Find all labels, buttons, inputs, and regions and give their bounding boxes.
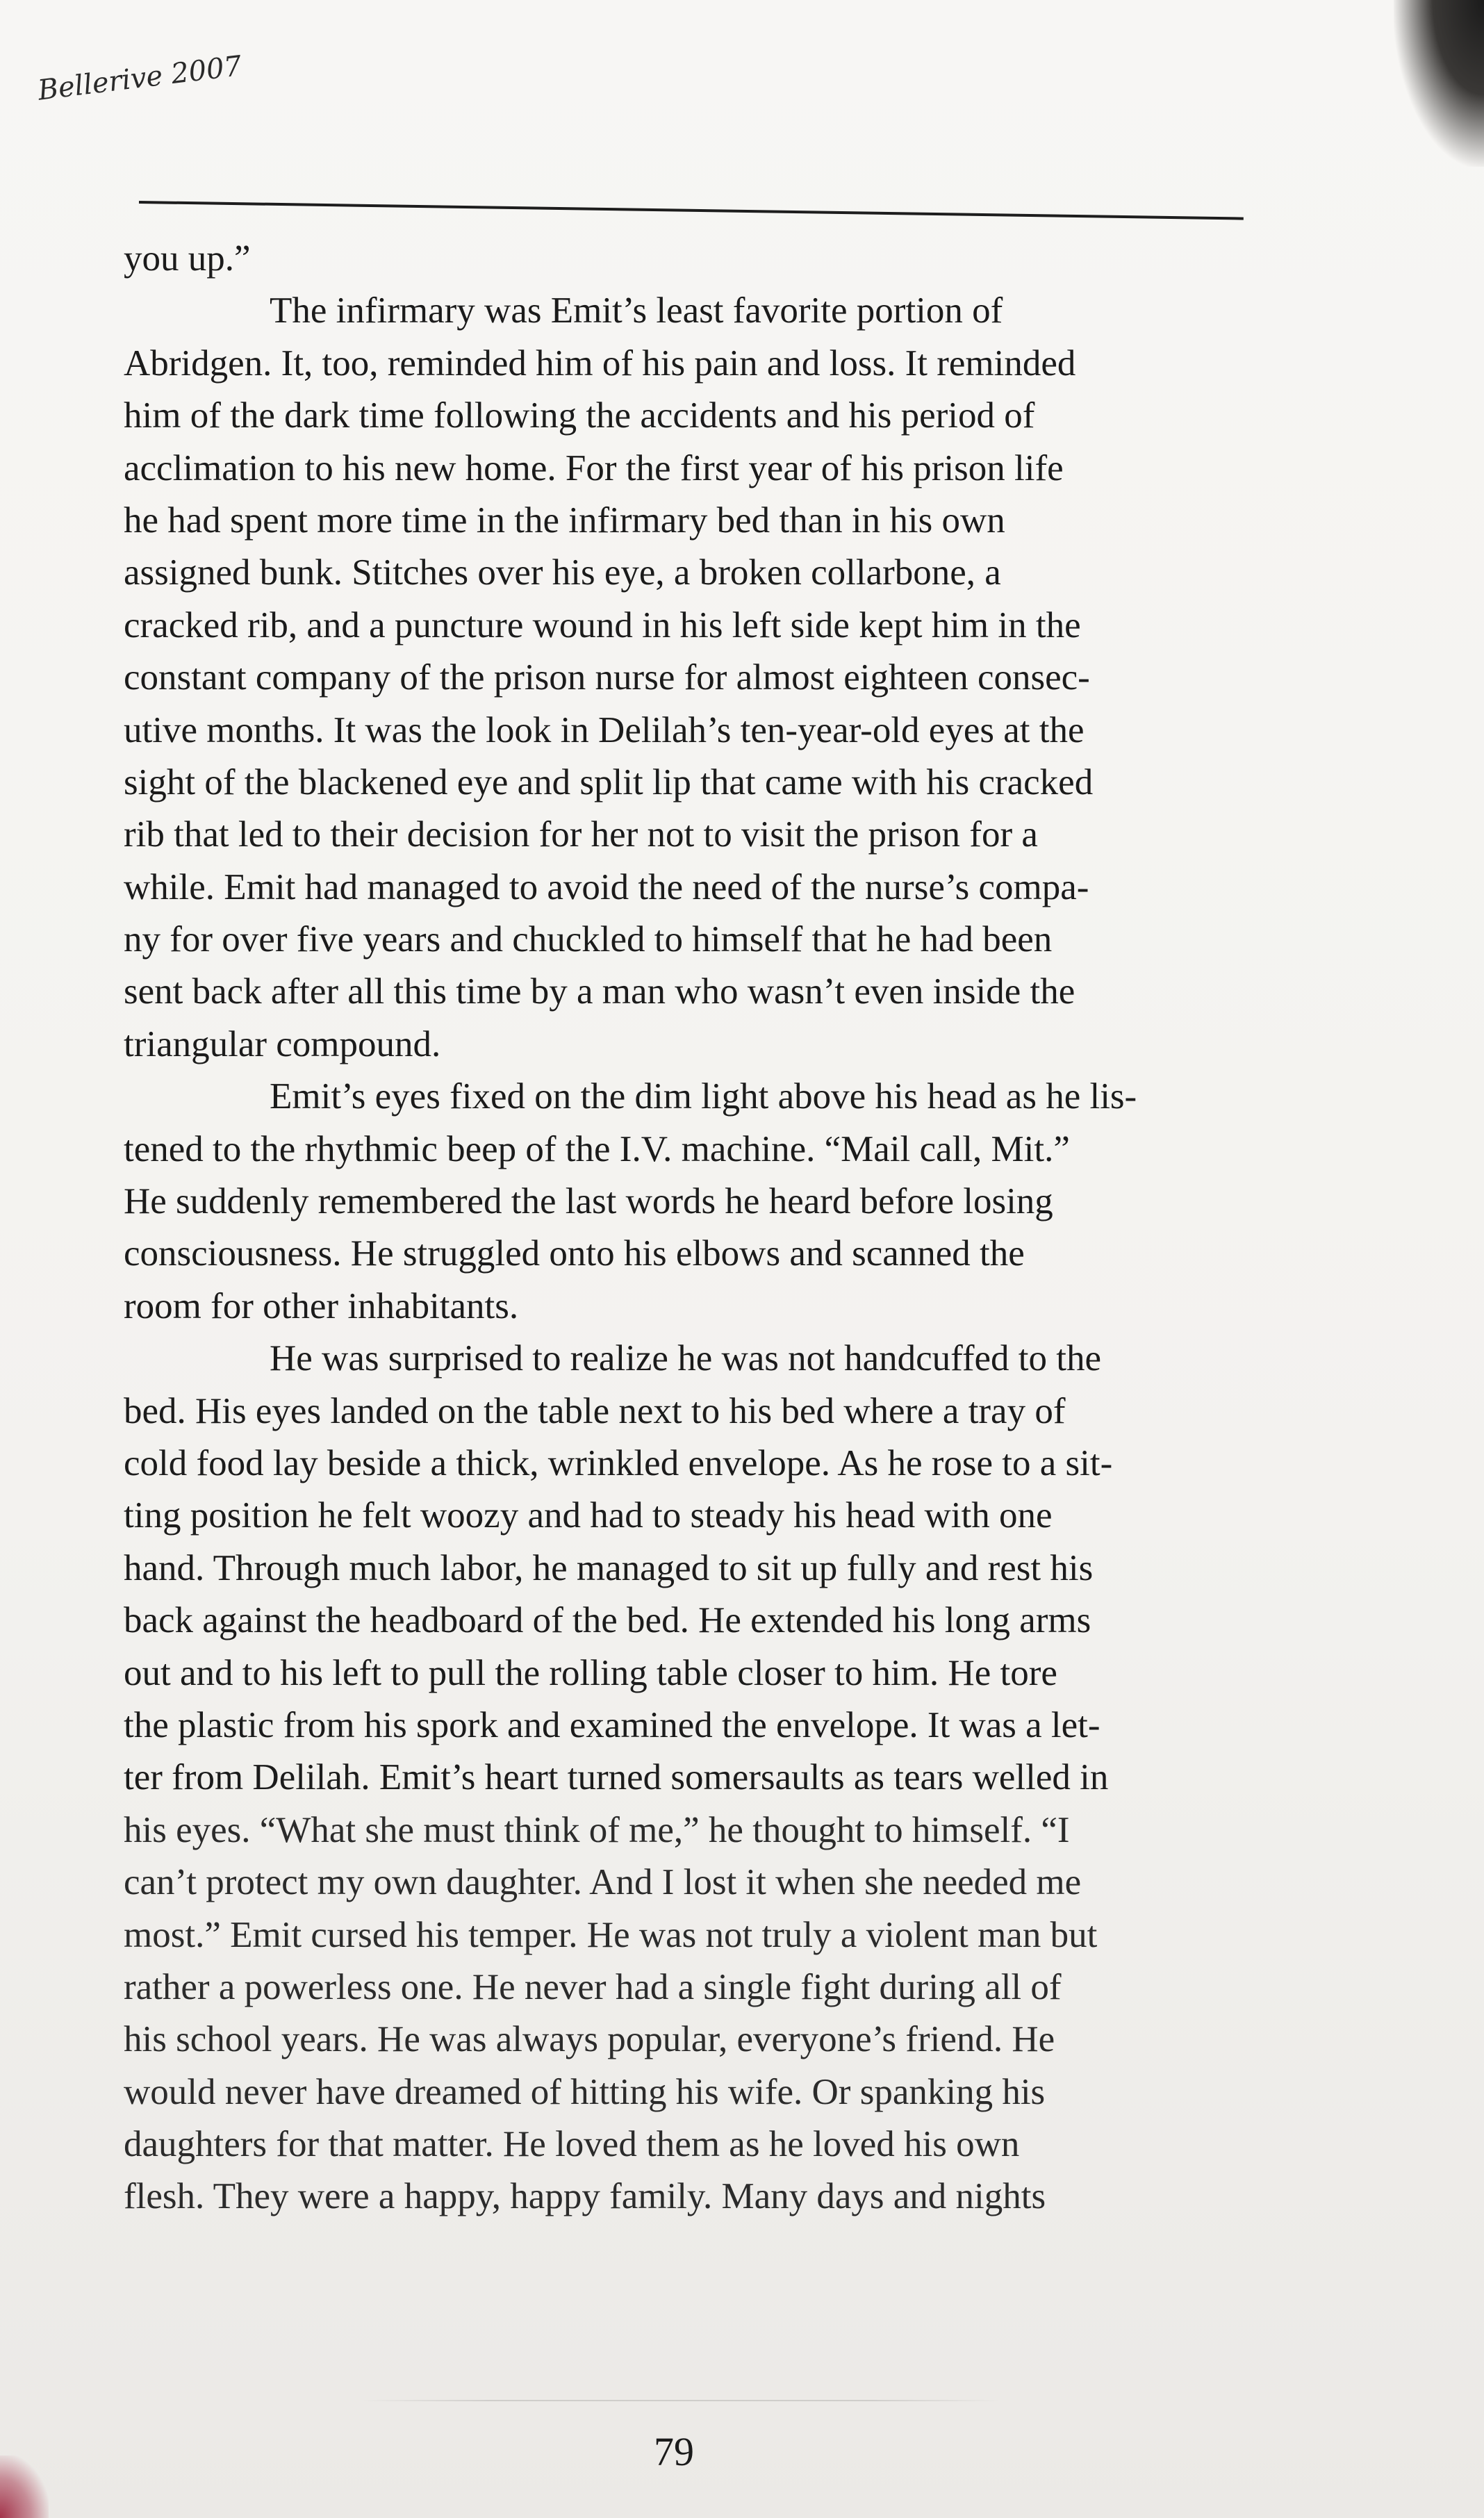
text-line: most.” Emit cursed his temper. He was not truly a violent man but xyxy=(124,1914,1098,1955)
text-line: rib that led to their decision for her not to visit the prison for a xyxy=(124,814,1038,855)
body-text xyxy=(124,233,1263,2223)
text-line: cracked rib, and a puncture wound in his left side kept him in the xyxy=(124,604,1081,645)
text-line: ny for over five years and chuckled to himself that he had been xyxy=(124,919,1053,960)
text-line: ter from Delilah. Emit’s heart turned somersaults as tears welled in xyxy=(124,1757,1109,1798)
text-line: would never have dreamed of hitting his wife. Or spanking his xyxy=(124,2071,1046,2112)
header-rule xyxy=(139,201,1244,220)
text-line: back against the headboard of the bed. He extended his long arms xyxy=(124,1600,1091,1641)
text-line: daughters for that matter. He loved them as he loved his own xyxy=(124,2124,1020,2165)
text-line: you up.” xyxy=(124,238,251,279)
page-edge-shadow xyxy=(1394,0,1484,167)
text-line: utive months. It was the look in Delilah’s ten-year-old eyes at the xyxy=(124,709,1085,750)
text-line: rather a powerless one. He never had a single fight during all of xyxy=(124,1966,1062,2007)
text-line: acclimation to his new home. For the first year of his prison life xyxy=(124,447,1064,488)
text-line: flesh. They were a happy, happy family. Many days and nights xyxy=(124,2176,1046,2217)
text-line: sent back after all this time by a man who wasn’t even inside the xyxy=(124,971,1075,1012)
text-line: hand. Through much labor, he managed to sit up fully and rest his xyxy=(124,1547,1094,1588)
text-line: cold food lay beside a thick, wrinkled envelope. As he rose to a sit- xyxy=(124,1442,1113,1483)
paragraph-first-line: The infirmary was Emit’s least favorite portion of xyxy=(270,290,1003,331)
text-line: out and to his left to pull the rolling table closer to him. He tore xyxy=(124,1652,1057,1693)
text-line: the plastic from his spork and examined the envelope. It was a let- xyxy=(124,1704,1100,1745)
text-line: consciousness. He struggled onto his elbows and scanned the xyxy=(124,1233,1025,1274)
footer-rule xyxy=(361,2400,1000,2401)
text-line: while. Emit had managed to avoid the need of the nurse’s compa- xyxy=(124,866,1089,907)
text-line: tened to the rhythmic beep of the I.V. machine. “Mail call, Mit.” xyxy=(124,1128,1070,1169)
text-line: can’t protect my own daughter. And I lost it when she needed me xyxy=(124,1862,1082,1903)
text-line: constant company of the prison nurse for almost eighteen consec- xyxy=(124,657,1090,698)
text-line: triangular compound. xyxy=(124,1023,441,1064)
text-line: him of the dark time following the accidents and his period of xyxy=(124,395,1035,436)
text-line: room for other inhabitants. xyxy=(124,1285,519,1326)
text-line: he had spent more time in the infirmary bed than in his own xyxy=(124,500,1005,541)
text-line: bed. His eyes landed on the table next to his bed where a tray of xyxy=(124,1390,1066,1431)
running-header: Bellerive 2007 xyxy=(36,50,244,107)
text-line: ting position he felt woozy and had to steady his head with one xyxy=(124,1495,1053,1536)
page-number: 79 xyxy=(654,2429,694,2474)
text-line: Abridgen. It, too, reminded him of his pain and loss. It reminded xyxy=(124,343,1076,384)
text-line: assigned bunk. Stitches over his eye, a broken collarbone, a xyxy=(124,552,1001,593)
paragraph-first-line: He was surprised to realize he was not handcuffed to the xyxy=(270,1338,1102,1379)
text-line: sight of the blackened eye and split lip that came with his cracked xyxy=(124,762,1094,803)
text-line: his eyes. “What she must think of me,” he thought to himself. “I xyxy=(124,1809,1070,1850)
paragraph-first-line: Emit’s eyes fixed on the dim light above his head as he lis- xyxy=(270,1076,1137,1117)
text-line: his school years. He was always popular, everyone’s friend. He xyxy=(124,2019,1055,2060)
text-line: He suddenly remembered the last words he heard before losing xyxy=(124,1181,1053,1222)
